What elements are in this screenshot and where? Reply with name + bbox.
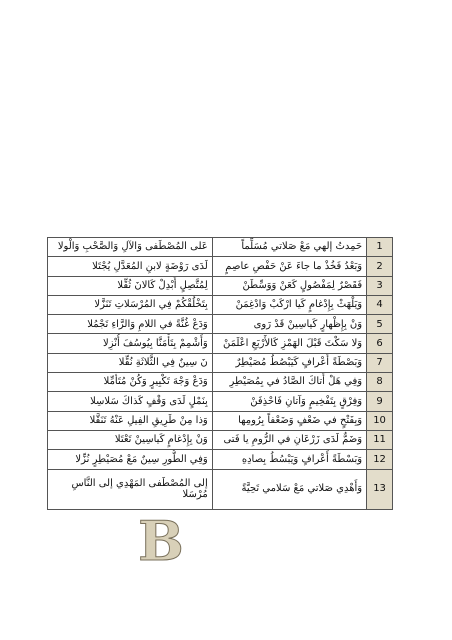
verse-row [48, 392, 393, 411]
verse-number: 7 [367, 353, 393, 372]
verse-number: 12 [367, 450, 393, 469]
verse-row [48, 334, 393, 353]
verse-second-hemistich: لِمُتَّصِلٍ أَبْدِلْ كَالانَ ثُقِّلا [48, 276, 213, 295]
verse-row [48, 353, 393, 372]
verse-row [48, 315, 393, 334]
verse-first-hemistich: وَبَصْطَةً أَعْرافٍ كَيَبْصُطُ مُصَيْطِرٌ [212, 353, 366, 372]
verse-number: 6 [367, 334, 393, 353]
verse-second-hemistich: وَدَعْ وَجْهَ تَكْبِيرٍ وَكُنْ مُتَأَمِّلا [48, 373, 213, 392]
ornament-letter: B [138, 510, 184, 568]
verse-first-hemistich: وَأَهْدِي صَلاتي مَعْ سَلامي تَحِيَّةً [212, 469, 366, 509]
verse-row [48, 411, 393, 430]
verse-row [48, 276, 393, 295]
verse-number: 5 [367, 315, 393, 334]
verse-number: 4 [367, 295, 393, 314]
verse-row [48, 295, 393, 314]
verse-second-hemistich: وَأَشْمِمْ بِتَأْمَنَّا بِيُوسُفَ أُنْزِلا [48, 334, 213, 353]
ornamental-letter-b-icon [136, 510, 186, 568]
verse-first-hemistich: وَبَسْطَةً أَعْرافٍ وَيَبْسُطُ بِصادِهِ [212, 450, 366, 469]
verse-number: 13 [367, 469, 393, 509]
verse-number: 3 [367, 276, 393, 295]
verse-first-hemistich: وَضَمٌّ لَدَى زَرْعَانِ في الرُّومِ يا فَتى [212, 430, 366, 449]
verse-row [48, 373, 393, 392]
verse-second-hemistich: بِتَخْلُقْكُمْ فِي المُرْسَلاتِ تَنَزَّلا [48, 295, 213, 314]
verse-number: 1 [367, 238, 393, 257]
verse-second-hemistich: وَذا مِنْ طَرِيقِ الفِيلِ عَنْهُ تَنَقَّلا [48, 411, 213, 430]
verse-first-hemistich: وَنْ بِإِظْهارٍ كَياسِينْ قَدْ رَوى [212, 315, 366, 334]
poem-verses-body [48, 238, 393, 510]
verse-first-hemistich: فَقَصْرٌ لِمَفْصُولٍ كَعَنْ وَوَسِّطَنْ [212, 276, 366, 295]
verse-number: 8 [367, 373, 393, 392]
verse-first-hemistich: وَبَعْدُ فَخُذْ ما جاءَ عَنْ حَفْصِ عاصِمٍ [212, 257, 366, 276]
verse-row [48, 469, 393, 509]
verse-row [48, 238, 393, 257]
verse-number: 10 [367, 411, 393, 430]
verse-first-hemistich: وَيَلْهَثْ بِإِدْغامٍ كَيا ارْكَبْ وَادْغِمَنْ [212, 295, 366, 314]
verse-second-hemistich: بِنَمْلٍ لَدَى وَقْفٍ كَذاكَ سَلاسِلا [48, 392, 213, 411]
verse-row [48, 430, 393, 449]
verse-row [48, 450, 393, 469]
poem-verses-table [47, 237, 393, 510]
verse-second-hemistich: وَنْ بِإِدْغامٍ كَياسِينْ تَعْتَلا [48, 430, 213, 449]
verse-second-hemistich: نَ سِينٌ فِي الثَّلاثَةِ نُقِّلا [48, 353, 213, 372]
verse-first-hemistich: حَمِدتُ إلهي مَعْ صَلاتي مُسَلِّماً [212, 238, 366, 257]
verse-second-hemistich: عَلى المُصْطَفى وَالآلِ وَالصَّحْبِ وَالْولا [48, 238, 213, 257]
verse-first-hemistich: وَفِرْقٍ بِتَفْخِيمٍ وَآتانِ فَاحْذِفَنْ [212, 392, 366, 411]
verse-second-hemistich: لَدَى رَوْضَةٍ لابنِ المُعَدَّلِ يُجْتَلا [48, 257, 213, 276]
verse-number: 11 [367, 430, 393, 449]
verse-number: 9 [367, 392, 393, 411]
verse-second-hemistich: إلى المُصْطَفى المَهْدِي إلى النَّاسِ مُرْسَلا [48, 469, 213, 509]
verse-second-hemistich: وَدَعْ غُنَّةً في اللامِ وَالرَّاءِ تَجْمُلا [48, 315, 213, 334]
verse-first-hemistich: وَفِي هَلْ أَتاكَ الصَّادُ في بِمُصَيْطِرِ [212, 373, 366, 392]
verse-first-hemistich: وَلا سَكْتَ قَبْلَ الهَمْزِ كَالأَرْبَعِ اعْلَمَنْ [212, 334, 366, 353]
verse-number: 2 [367, 257, 393, 276]
verse-row [48, 257, 393, 276]
verse-first-hemistich: وَبِفَتْحٍ في ضَعْفٍ وَضَعْفاً بِرُومِها [212, 411, 366, 430]
verse-second-hemistich: وَفِي الطُّورِ سِينٌ مَعْ مُصَيْطِرٍ نُزِّلا [48, 450, 213, 469]
